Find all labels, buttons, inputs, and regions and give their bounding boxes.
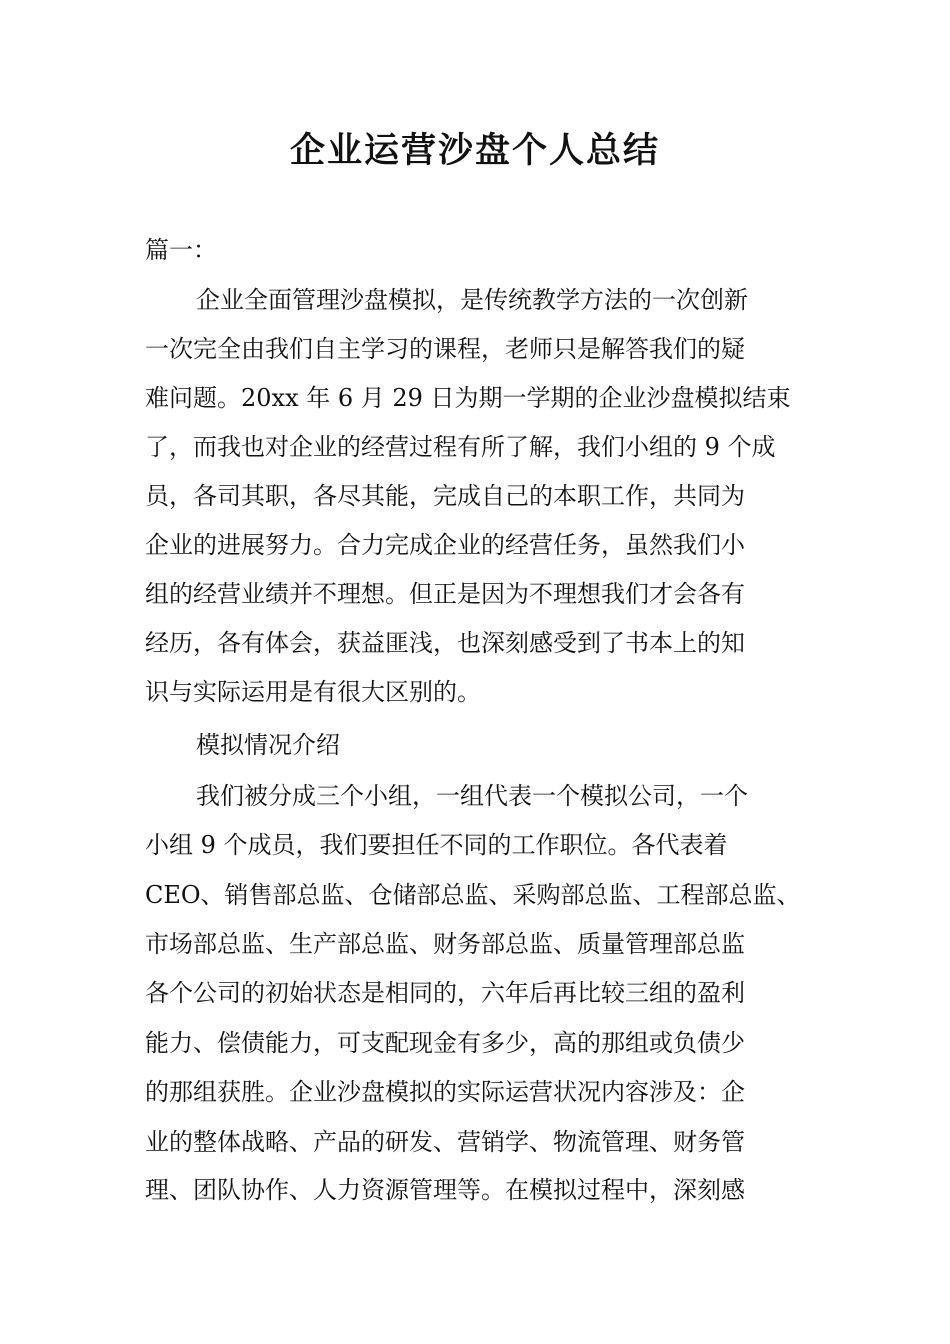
text-line: 能力、偿债能力，可支配现金有多少，高的那组或负债少: [145, 1029, 745, 1057]
text-line: 经历，各有体会，获益匪浅，也深刻感受到了书本上的知: [145, 629, 745, 657]
text-line: 企业的进展努力。合力完成企业的经营任务，虽然我们小: [145, 531, 745, 559]
text-line: 市场部总监、生产部总监、财务部总监、质量管理部总监: [145, 930, 745, 958]
text-line: 识与实际运用是有很大区别的。: [145, 678, 481, 706]
text-line: 一次完全由我们自主学习的课程，老师只是解答我们的疑: [145, 335, 745, 363]
text-line: CEO、销售部总监、仓储部总监、采购部总监、工程部总监、: [145, 881, 801, 909]
text-line: 的那组获胜。企业沙盘模拟的实际运营状况内容涉及：企: [145, 1078, 745, 1106]
subheading: 模拟情况介绍: [196, 731, 340, 759]
text-line: 各个公司的初始状态是相同的，六年后再比较三组的盈利: [145, 979, 745, 1007]
text-line: 我们被分成三个小组，一组代表一个模拟公司，一个: [196, 782, 748, 810]
text-line: 难问题。20xx 年 6 月 29 日为期一学期的企业沙盘模拟结束: [145, 384, 791, 412]
text-line: 组的经营业绩并不理想。但正是因为不理想我们才会各有: [145, 580, 745, 608]
text-line: 小组 9 个成员，我们要担任不同的工作职位。各代表着: [145, 831, 728, 859]
section-label: 篇一：: [145, 236, 217, 264]
text-line: 理、团队协作、人力资源管理等。在模拟过程中，深刻感: [145, 1176, 745, 1204]
text-line: 员，各司其职，各尽其能，完成自己的本职工作，共同为: [145, 482, 745, 510]
text-line: 企业全面管理沙盘模拟，是传统教学方法的一次创新: [196, 286, 748, 314]
text-line: 业的整体战略、产品的研发、营销学、物流管理、财务管: [145, 1128, 745, 1156]
text-line: 了，而我也对企业的经营过程有所了解，我们小组的 9 个成: [145, 433, 776, 461]
document-title: 企业运营沙盘个人总结: [289, 130, 660, 171]
